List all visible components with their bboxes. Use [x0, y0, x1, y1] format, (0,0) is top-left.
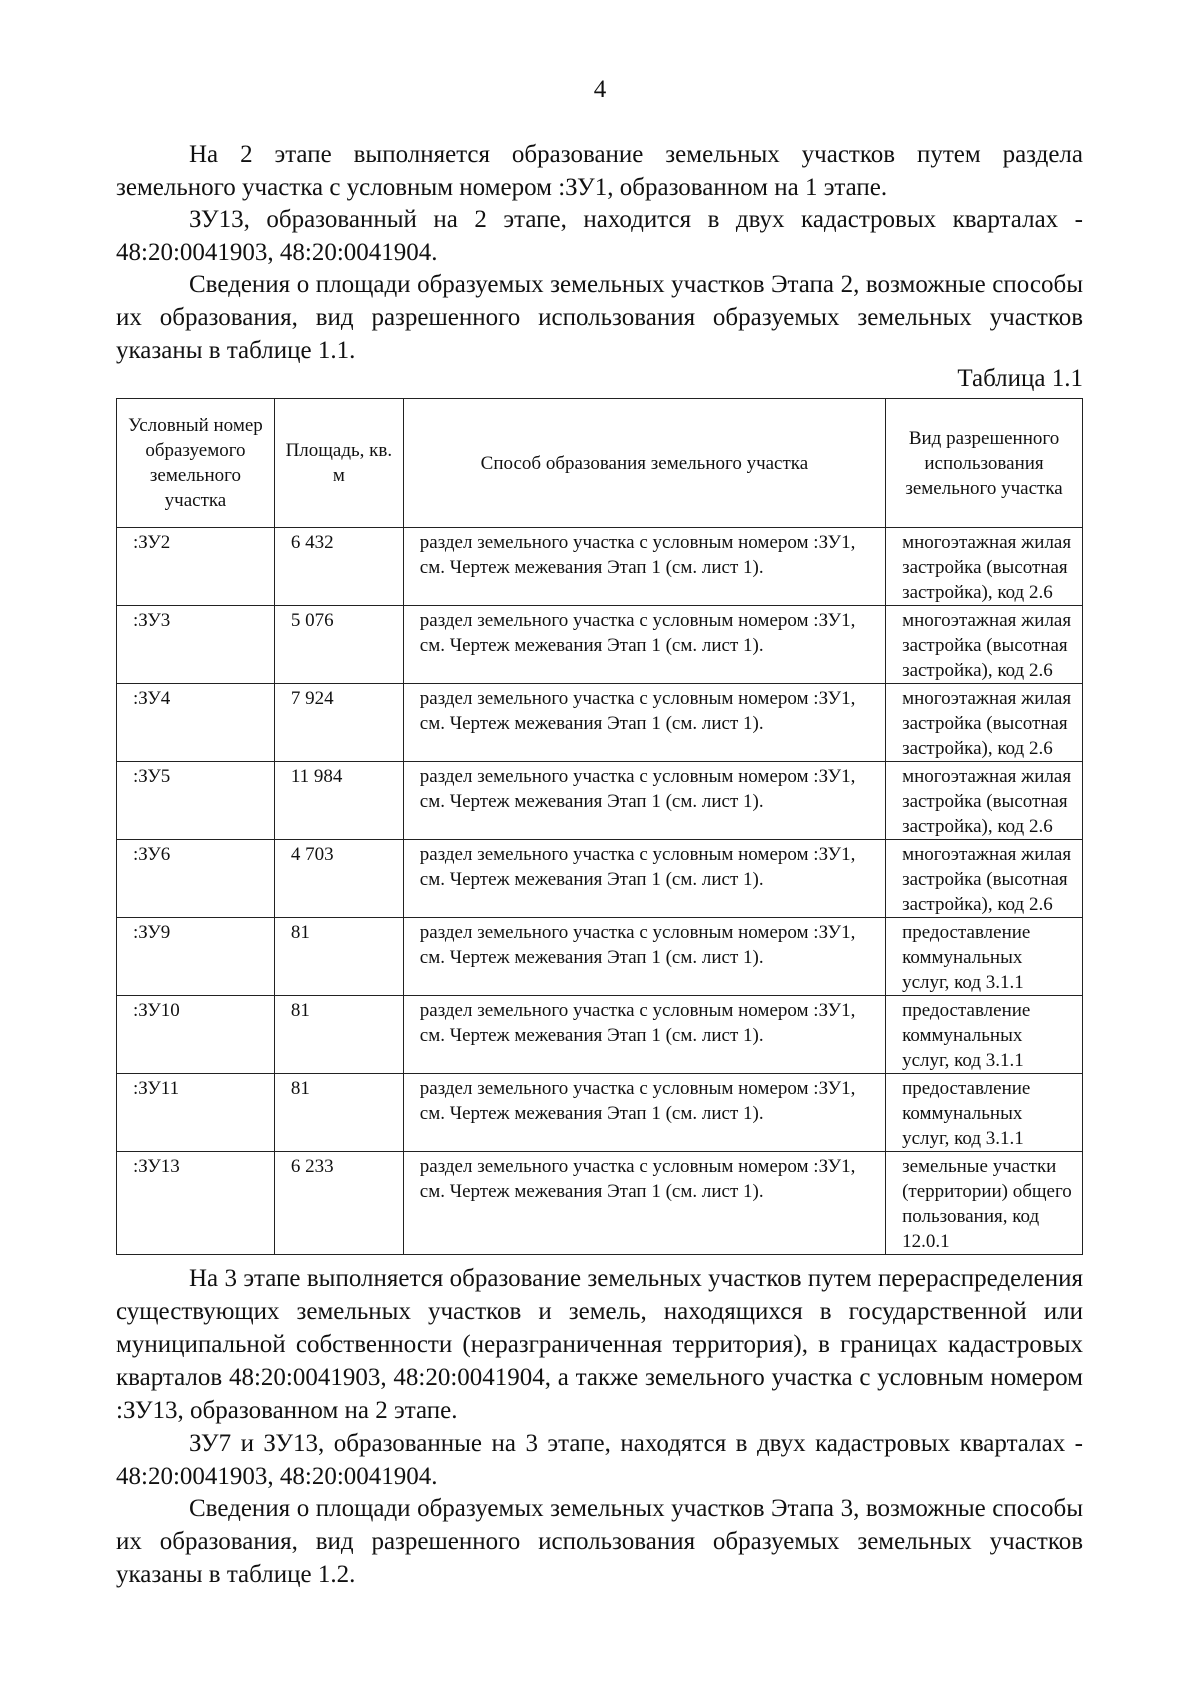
header-permitted-use: Вид разрешенного использования земельного участка [886, 399, 1083, 528]
cell-plot-number: :ЗУ10 [117, 996, 275, 1074]
table-caption: Таблица 1.1 [957, 365, 1083, 392]
table-row [117, 1152, 1083, 1255]
cell-formation-method: раздел земельного участка с условным номером :ЗУ1, см. Чертеж межевания Этап 1 (см. лист 1). [403, 606, 885, 684]
header-area: Площадь, кв. м [274, 399, 403, 528]
cell-permitted-use: многоэтажная жилая застройка (высотная застройка), код 2.6 [886, 606, 1083, 684]
cell-formation-method: раздел земельного участка с условным номером :ЗУ1, см. Чертеж межевания Этап 1 (см. лист 1). [403, 684, 885, 762]
cell-formation-method: раздел земельного участка с условным номером :ЗУ1, см. Чертеж межевания Этап 1 (см. лист 1). [403, 762, 885, 840]
table-header-row [117, 399, 1083, 528]
cell-formation-method: раздел земельного участка с условным номером :ЗУ1, см. Чертеж межевания Этап 1 (см. лист 1). [403, 918, 885, 996]
cell-plot-number: :ЗУ3 [117, 606, 275, 684]
paragraph-stage3-intro: На 3 этапе выполняется образование земельных участков путем перераспределения существующих земельных участков и земель, находящихся в государственной или муниципальной собственности (неразграниченная территория), в границах кадастровых кварталов 48:20:0041903, 48:20:0041904, а также земельного участка с условным номером :ЗУ13, образованном на 2 этапе. [116, 1265, 1083, 1424]
table-row [117, 606, 1083, 684]
table-row [117, 528, 1083, 606]
cell-permitted-use: многоэтажная жилая застройка (высотная застройка), код 2.6 [886, 762, 1083, 840]
cell-plot-number: :ЗУ9 [117, 918, 275, 996]
cell-area: 11 984 [274, 762, 403, 840]
page-number: 4 [593, 76, 607, 103]
table-row [117, 840, 1083, 918]
table-row [117, 918, 1083, 996]
cell-plot-number: :ЗУ5 [117, 762, 275, 840]
cell-permitted-use: многоэтажная жилая застройка (высотная застройка), код 2.6 [886, 840, 1083, 918]
table-row [117, 1074, 1083, 1152]
cell-area: 81 [274, 918, 403, 996]
paragraph-zu7-zu13-quarters: ЗУ7 и ЗУ13, образованные на 3 этапе, находятся в двух кадастровых кварталах - 48:20:0041903, 48:20:0041904. [116, 1430, 1083, 1490]
cell-plot-number: :ЗУ6 [117, 840, 275, 918]
cell-area: 5 076 [274, 606, 403, 684]
paragraph-zu13-quarters: ЗУ13, образованный на 2 этапе, находится в двух кадастровых кварталах - 48:20:0041903, 48:20:0041904. [116, 206, 1083, 266]
paragraph-stage2-intro: На 2 этапе выполняется образование земельных участков путем раздела земельного участка с условным номером :ЗУ1, образованном на 1 этапе. [116, 141, 1083, 201]
cell-plot-number: :ЗУ4 [117, 684, 275, 762]
cell-permitted-use: многоэтажная жилая застройка (высотная застройка), код 2.6 [886, 684, 1083, 762]
cell-formation-method: раздел земельного участка с условным номером :ЗУ1, см. Чертеж межевания Этап 1 (см. лист 1). [403, 1074, 885, 1152]
cell-permitted-use: предоставление коммунальных услуг, код 3.1.1 [886, 1074, 1083, 1152]
header-plot-number: Условный номер образуемого земельного участка [117, 399, 275, 528]
cell-plot-number: :ЗУ13 [117, 1152, 275, 1255]
cell-permitted-use: земельные участки (территории) общего пользования, код 12.0.1 [886, 1152, 1083, 1255]
table-row [117, 996, 1083, 1074]
cell-area: 6 432 [274, 528, 403, 606]
paragraph-table-reference: Сведения о площади образуемых земельных участков Этапа 2, возможные способы их образования, вид разрешенного использования образуемых земельных участков указаны в таблице 1.1. [116, 271, 1083, 364]
cell-permitted-use: предоставление коммунальных услуг, код 3.1.1 [886, 996, 1083, 1074]
header-formation-method: Способ образования земельного участка [403, 399, 885, 528]
cell-formation-method: раздел земельного участка с условным номером :ЗУ1, см. Чертеж межевания Этап 1 (см. лист 1). [403, 996, 885, 1074]
cell-formation-method: раздел земельного участка с условным номером :ЗУ1, см. Чертеж межевания Этап 1 (см. лист 1). [403, 1152, 885, 1255]
cell-area: 4 703 [274, 840, 403, 918]
cell-formation-method: раздел земельного участка с условным номером :ЗУ1, см. Чертеж межевания Этап 1 (см. лист 1). [403, 840, 885, 918]
cell-area: 7 924 [274, 684, 403, 762]
land-plots-table [116, 398, 1083, 1255]
table-row [117, 684, 1083, 762]
cell-plot-number: :ЗУ11 [117, 1074, 275, 1152]
cell-plot-number: :ЗУ2 [117, 528, 275, 606]
cell-area: 6 233 [274, 1152, 403, 1255]
cell-permitted-use: многоэтажная жилая застройка (высотная застройка), код 2.6 [886, 528, 1083, 606]
cell-formation-method: раздел земельного участка с условным номером :ЗУ1, см. Чертеж межевания Этап 1 (см. лист 1). [403, 528, 885, 606]
table-row [117, 762, 1083, 840]
cell-area: 81 [274, 996, 403, 1074]
cell-area: 81 [274, 1074, 403, 1152]
cell-permitted-use: предоставление коммунальных услуг, код 3.1.1 [886, 918, 1083, 996]
paragraph-table2-reference: Сведения о площади образуемых земельных участков Этапа 3, возможные способы их образования, вид разрешенного использования образуемых земельных участков указаны в таблице 1.2. [116, 1495, 1083, 1588]
